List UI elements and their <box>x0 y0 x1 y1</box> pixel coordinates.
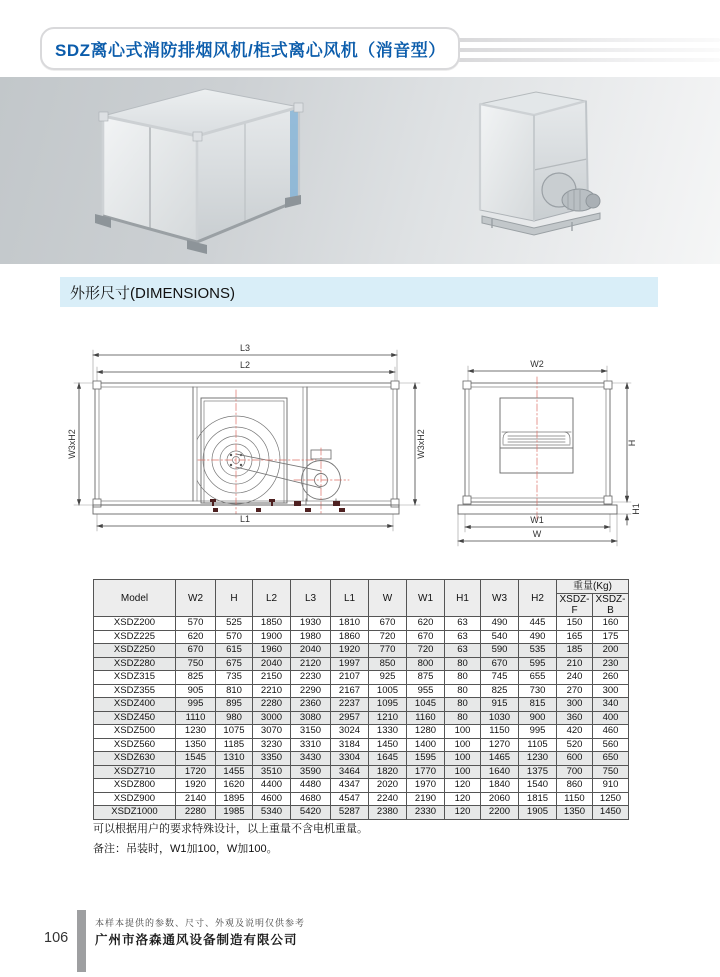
header-deco-line <box>448 38 720 42</box>
value-cell: 670 <box>407 630 445 644</box>
value-cell: 850 <box>369 657 407 671</box>
company-name: 广州市洛森通风设备制造有限公司 <box>95 933 298 947</box>
table-row <box>94 671 629 685</box>
value-cell: 670 <box>369 617 407 631</box>
value-cell: 3464 <box>331 765 369 779</box>
value-cell: 1960 <box>253 644 291 658</box>
table-row <box>94 684 629 698</box>
column-header: W3 <box>481 580 519 617</box>
value-cell: 1920 <box>176 779 216 793</box>
value-cell: 1815 <box>519 792 557 806</box>
model-cell: XSDZ500 <box>94 725 176 739</box>
value-cell: 595 <box>519 657 557 671</box>
value-cell: 1980 <box>291 630 331 644</box>
product-banner <box>0 77 720 264</box>
model-cell: XSDZ1000 <box>94 806 176 820</box>
value-cell: 2107 <box>331 671 369 685</box>
model-cell: XSDZ200 <box>94 617 176 631</box>
value-cell: 2150 <box>253 671 291 685</box>
model-cell: XSDZ800 <box>94 779 176 793</box>
table-row <box>94 644 629 658</box>
value-cell: 1640 <box>481 765 519 779</box>
value-cell: 650 <box>593 752 629 766</box>
dim-label-l3: L3 <box>239 343 251 353</box>
value-cell: 1230 <box>176 725 216 739</box>
value-cell: 1045 <box>407 698 445 712</box>
value-cell: 3590 <box>291 765 331 779</box>
value-cell: 2020 <box>369 779 407 793</box>
value-cell: 825 <box>481 684 519 698</box>
value-cell: 1970 <box>407 779 445 793</box>
value-cell: 1350 <box>176 738 216 752</box>
value-cell: 810 <box>216 684 253 698</box>
value-cell: 900 <box>519 711 557 725</box>
column-header: H2 <box>519 580 557 617</box>
value-cell: 160 <box>593 617 629 631</box>
model-cell: XSDZ710 <box>94 765 176 779</box>
value-cell: 3510 <box>253 765 291 779</box>
value-cell: 2040 <box>253 657 291 671</box>
value-cell: 80 <box>445 657 481 671</box>
value-cell: 3310 <box>291 738 331 752</box>
table-row <box>94 630 629 644</box>
column-header: L3 <box>291 580 331 617</box>
header-deco-line <box>448 48 720 52</box>
value-cell: 620 <box>176 630 216 644</box>
model-cell: XSDZ315 <box>94 671 176 685</box>
column-header: Model <box>94 580 176 617</box>
value-cell: 360 <box>557 711 593 725</box>
value-cell: 3430 <box>291 752 331 766</box>
value-cell: 995 <box>519 725 557 739</box>
value-cell: 2280 <box>176 806 216 820</box>
dim-label-l2: L2 <box>239 360 251 370</box>
value-cell: 910 <box>593 779 629 793</box>
value-cell: 490 <box>519 630 557 644</box>
value-cell: 80 <box>445 698 481 712</box>
value-cell: 80 <box>445 711 481 725</box>
value-cell: 1465 <box>481 752 519 766</box>
value-cell: 340 <box>593 698 629 712</box>
value-cell: 815 <box>519 698 557 712</box>
value-cell: 770 <box>369 644 407 658</box>
value-cell: 570 <box>216 630 253 644</box>
model-cell: XSDZ225 <box>94 630 176 644</box>
table-row <box>94 792 629 806</box>
value-cell: 600 <box>557 752 593 766</box>
value-cell: 1770 <box>407 765 445 779</box>
value-cell: 670 <box>176 644 216 658</box>
weight-column-header: XSDZ-F <box>557 594 593 617</box>
value-cell: 80 <box>445 671 481 685</box>
dim-label-w1: W1 <box>530 515 544 525</box>
value-cell: 5420 <box>291 806 331 820</box>
footer-disclaimer: 本样本提供的参数、尺寸、外观及说明仅供参考 <box>95 918 306 928</box>
value-cell: 525 <box>216 617 253 631</box>
value-cell: 750 <box>593 765 629 779</box>
value-cell: 675 <box>216 657 253 671</box>
value-cell: 1720 <box>176 765 216 779</box>
value-cell: 2380 <box>369 806 407 820</box>
value-cell: 1850 <box>253 617 291 631</box>
value-cell: 3350 <box>253 752 291 766</box>
table-row <box>94 711 629 725</box>
value-cell: 100 <box>445 752 481 766</box>
value-cell: 800 <box>407 657 445 671</box>
table-note: 可以根据用户的要求特殊设计，以上重量不含电机重量。 <box>93 823 368 835</box>
value-cell: 1350 <box>557 806 593 820</box>
value-cell: 270 <box>557 684 593 698</box>
value-cell: 825 <box>176 671 216 685</box>
column-header: L2 <box>253 580 291 617</box>
value-cell: 590 <box>481 644 519 658</box>
value-cell: 4400 <box>253 779 291 793</box>
value-cell: 80 <box>445 684 481 698</box>
model-cell: XSDZ280 <box>94 657 176 671</box>
value-cell: 700 <box>557 765 593 779</box>
dim-label-w3xh2-right: W3xH2 <box>416 429 426 459</box>
model-cell: XSDZ630 <box>94 752 176 766</box>
value-cell: 720 <box>407 644 445 658</box>
weight-column-header: XSDZ-B <box>593 594 629 617</box>
value-cell: 2360 <box>291 698 331 712</box>
value-cell: 1075 <box>216 725 253 739</box>
value-cell: 895 <box>216 698 253 712</box>
value-cell: 175 <box>593 630 629 644</box>
value-cell: 445 <box>519 617 557 631</box>
value-cell: 1455 <box>216 765 253 779</box>
value-cell: 1160 <box>407 711 445 725</box>
value-cell: 745 <box>481 671 519 685</box>
value-cell: 1985 <box>216 806 253 820</box>
value-cell: 1645 <box>369 752 407 766</box>
value-cell: 120 <box>445 806 481 820</box>
value-cell: 1545 <box>176 752 216 766</box>
value-cell: 1150 <box>481 725 519 739</box>
value-cell: 1595 <box>407 752 445 766</box>
value-cell: 1920 <box>331 644 369 658</box>
table-row <box>94 617 629 631</box>
table-row <box>94 698 629 712</box>
value-cell: 120 <box>445 792 481 806</box>
value-cell: 63 <box>445 617 481 631</box>
value-cell: 4547 <box>331 792 369 806</box>
left-drawing-side-view <box>67 343 426 531</box>
value-cell: 4600 <box>253 792 291 806</box>
value-cell: 2190 <box>407 792 445 806</box>
value-cell: 1540 <box>519 779 557 793</box>
value-cell: 955 <box>407 684 445 698</box>
value-cell: 400 <box>593 711 629 725</box>
column-header: H1 <box>445 580 481 617</box>
value-cell: 1450 <box>593 806 629 820</box>
column-header: W2 <box>176 580 216 617</box>
table-row <box>94 657 629 671</box>
value-cell: 3184 <box>331 738 369 752</box>
value-cell: 1997 <box>331 657 369 671</box>
value-cell: 2060 <box>481 792 519 806</box>
value-cell: 420 <box>557 725 593 739</box>
value-cell: 540 <box>481 630 519 644</box>
value-cell: 165 <box>557 630 593 644</box>
value-cell: 1270 <box>481 738 519 752</box>
footer-divider <box>77 910 86 972</box>
column-header: H <box>216 580 253 617</box>
column-header: L1 <box>331 580 369 617</box>
value-cell: 1810 <box>331 617 369 631</box>
value-cell: 1095 <box>369 698 407 712</box>
value-cell: 520 <box>557 738 593 752</box>
value-cell: 1105 <box>519 738 557 752</box>
value-cell: 100 <box>445 725 481 739</box>
value-cell: 1620 <box>216 779 253 793</box>
value-cell: 1005 <box>369 684 407 698</box>
value-cell: 995 <box>176 698 216 712</box>
value-cell: 2120 <box>291 657 331 671</box>
value-cell: 2040 <box>291 644 331 658</box>
value-cell: 1030 <box>481 711 519 725</box>
table-row <box>94 765 629 779</box>
value-cell: 750 <box>176 657 216 671</box>
weight-group-header: 重量(Kg) <box>557 580 629 594</box>
model-cell: XSDZ900 <box>94 792 176 806</box>
value-cell: 200 <box>593 644 629 658</box>
value-cell: 120 <box>445 779 481 793</box>
dim-label-h1: H1 <box>631 503 641 515</box>
dim-label-l1: L1 <box>239 514 251 524</box>
dim-label-h: H <box>627 439 637 447</box>
value-cell: 2200 <box>481 806 519 820</box>
value-cell: 1330 <box>369 725 407 739</box>
value-cell: 63 <box>445 630 481 644</box>
dim-label-w: W <box>532 529 542 539</box>
value-cell: 3150 <box>291 725 331 739</box>
column-header: W1 <box>407 580 445 617</box>
value-cell: 560 <box>593 738 629 752</box>
value-cell: 1110 <box>176 711 216 725</box>
spec-table <box>93 579 629 820</box>
value-cell: 1210 <box>369 711 407 725</box>
value-cell: 300 <box>557 698 593 712</box>
value-cell: 1860 <box>331 630 369 644</box>
value-cell: 620 <box>407 617 445 631</box>
value-cell: 2290 <box>291 684 331 698</box>
table-row <box>94 752 629 766</box>
value-cell: 2230 <box>291 671 331 685</box>
product-photo-vertical-cabinet-fan <box>452 86 617 246</box>
value-cell: 615 <box>216 644 253 658</box>
dim-label-w2: W2 <box>530 359 544 369</box>
value-cell: 730 <box>519 684 557 698</box>
value-cell: 2167 <box>331 684 369 698</box>
value-cell: 4480 <box>291 779 331 793</box>
value-cell: 570 <box>176 617 216 631</box>
value-cell: 1450 <box>369 738 407 752</box>
value-cell: 300 <box>593 684 629 698</box>
column-header: W <box>369 580 407 617</box>
section-title: 外形尺寸(DIMENSIONS) <box>70 284 236 302</box>
value-cell: 3024 <box>331 725 369 739</box>
model-cell: XSDZ560 <box>94 738 176 752</box>
value-cell: 735 <box>216 671 253 685</box>
value-cell: 980 <box>216 711 253 725</box>
value-cell: 670 <box>481 657 519 671</box>
value-cell: 240 <box>557 671 593 685</box>
value-cell: 5287 <box>331 806 369 820</box>
right-drawing-end-view <box>458 359 641 546</box>
model-cell: XSDZ355 <box>94 684 176 698</box>
value-cell: 915 <box>481 698 519 712</box>
value-cell: 1905 <box>519 806 557 820</box>
value-cell: 1250 <box>593 792 629 806</box>
value-cell: 3304 <box>331 752 369 766</box>
value-cell: 2330 <box>407 806 445 820</box>
value-cell: 1895 <box>216 792 253 806</box>
header-deco-line <box>448 58 720 62</box>
value-cell: 3080 <box>291 711 331 725</box>
title-capsule <box>40 27 460 70</box>
value-cell: 3230 <box>253 738 291 752</box>
value-cell: 185 <box>557 644 593 658</box>
dim-label-w3xh2-left: W3xH2 <box>67 429 77 459</box>
value-cell: 1930 <box>291 617 331 631</box>
model-cell: XSDZ450 <box>94 711 176 725</box>
value-cell: 2240 <box>369 792 407 806</box>
page-title: SDZ离心式消防排烟风机/柜式离心风机（消音型） <box>55 41 446 60</box>
value-cell: 100 <box>445 738 481 752</box>
value-cell: 1840 <box>481 779 519 793</box>
table-row <box>94 779 629 793</box>
value-cell: 5340 <box>253 806 291 820</box>
remark-note: 备注：吊装时，W1加100，W加100。 <box>93 843 278 856</box>
value-cell: 1150 <box>557 792 593 806</box>
value-cell: 2237 <box>331 698 369 712</box>
value-cell: 535 <box>519 644 557 658</box>
value-cell: 2140 <box>176 792 216 806</box>
value-cell: 4680 <box>291 792 331 806</box>
model-cell: XSDZ400 <box>94 698 176 712</box>
value-cell: 925 <box>369 671 407 685</box>
section-header <box>60 277 658 307</box>
value-cell: 1375 <box>519 765 557 779</box>
table-row <box>94 738 629 752</box>
value-cell: 2280 <box>253 698 291 712</box>
value-cell: 860 <box>557 779 593 793</box>
value-cell: 655 <box>519 671 557 685</box>
table-row <box>94 725 629 739</box>
value-cell: 875 <box>407 671 445 685</box>
value-cell: 1280 <box>407 725 445 739</box>
louver-detail <box>500 432 573 448</box>
value-cell: 210 <box>557 657 593 671</box>
value-cell: 460 <box>593 725 629 739</box>
value-cell: 720 <box>369 630 407 644</box>
value-cell: 1230 <box>519 752 557 766</box>
value-cell: 230 <box>593 657 629 671</box>
value-cell: 4347 <box>331 779 369 793</box>
value-cell: 150 <box>557 617 593 631</box>
product-photo-horizontal-cabinet-fan <box>85 82 310 260</box>
value-cell: 1310 <box>216 752 253 766</box>
model-cell: XSDZ250 <box>94 644 176 658</box>
value-cell: 1185 <box>216 738 253 752</box>
value-cell: 905 <box>176 684 216 698</box>
value-cell: 490 <box>481 617 519 631</box>
value-cell: 1900 <box>253 630 291 644</box>
value-cell: 3070 <box>253 725 291 739</box>
page-number: 106 <box>44 930 69 946</box>
dimensions-drawing <box>60 338 660 570</box>
value-cell: 100 <box>445 765 481 779</box>
value-cell: 3000 <box>253 711 291 725</box>
value-cell: 2957 <box>331 711 369 725</box>
value-cell: 1400 <box>407 738 445 752</box>
table-row <box>94 806 629 820</box>
value-cell: 63 <box>445 644 481 658</box>
value-cell: 2210 <box>253 684 291 698</box>
value-cell: 260 <box>593 671 629 685</box>
value-cell: 1820 <box>369 765 407 779</box>
